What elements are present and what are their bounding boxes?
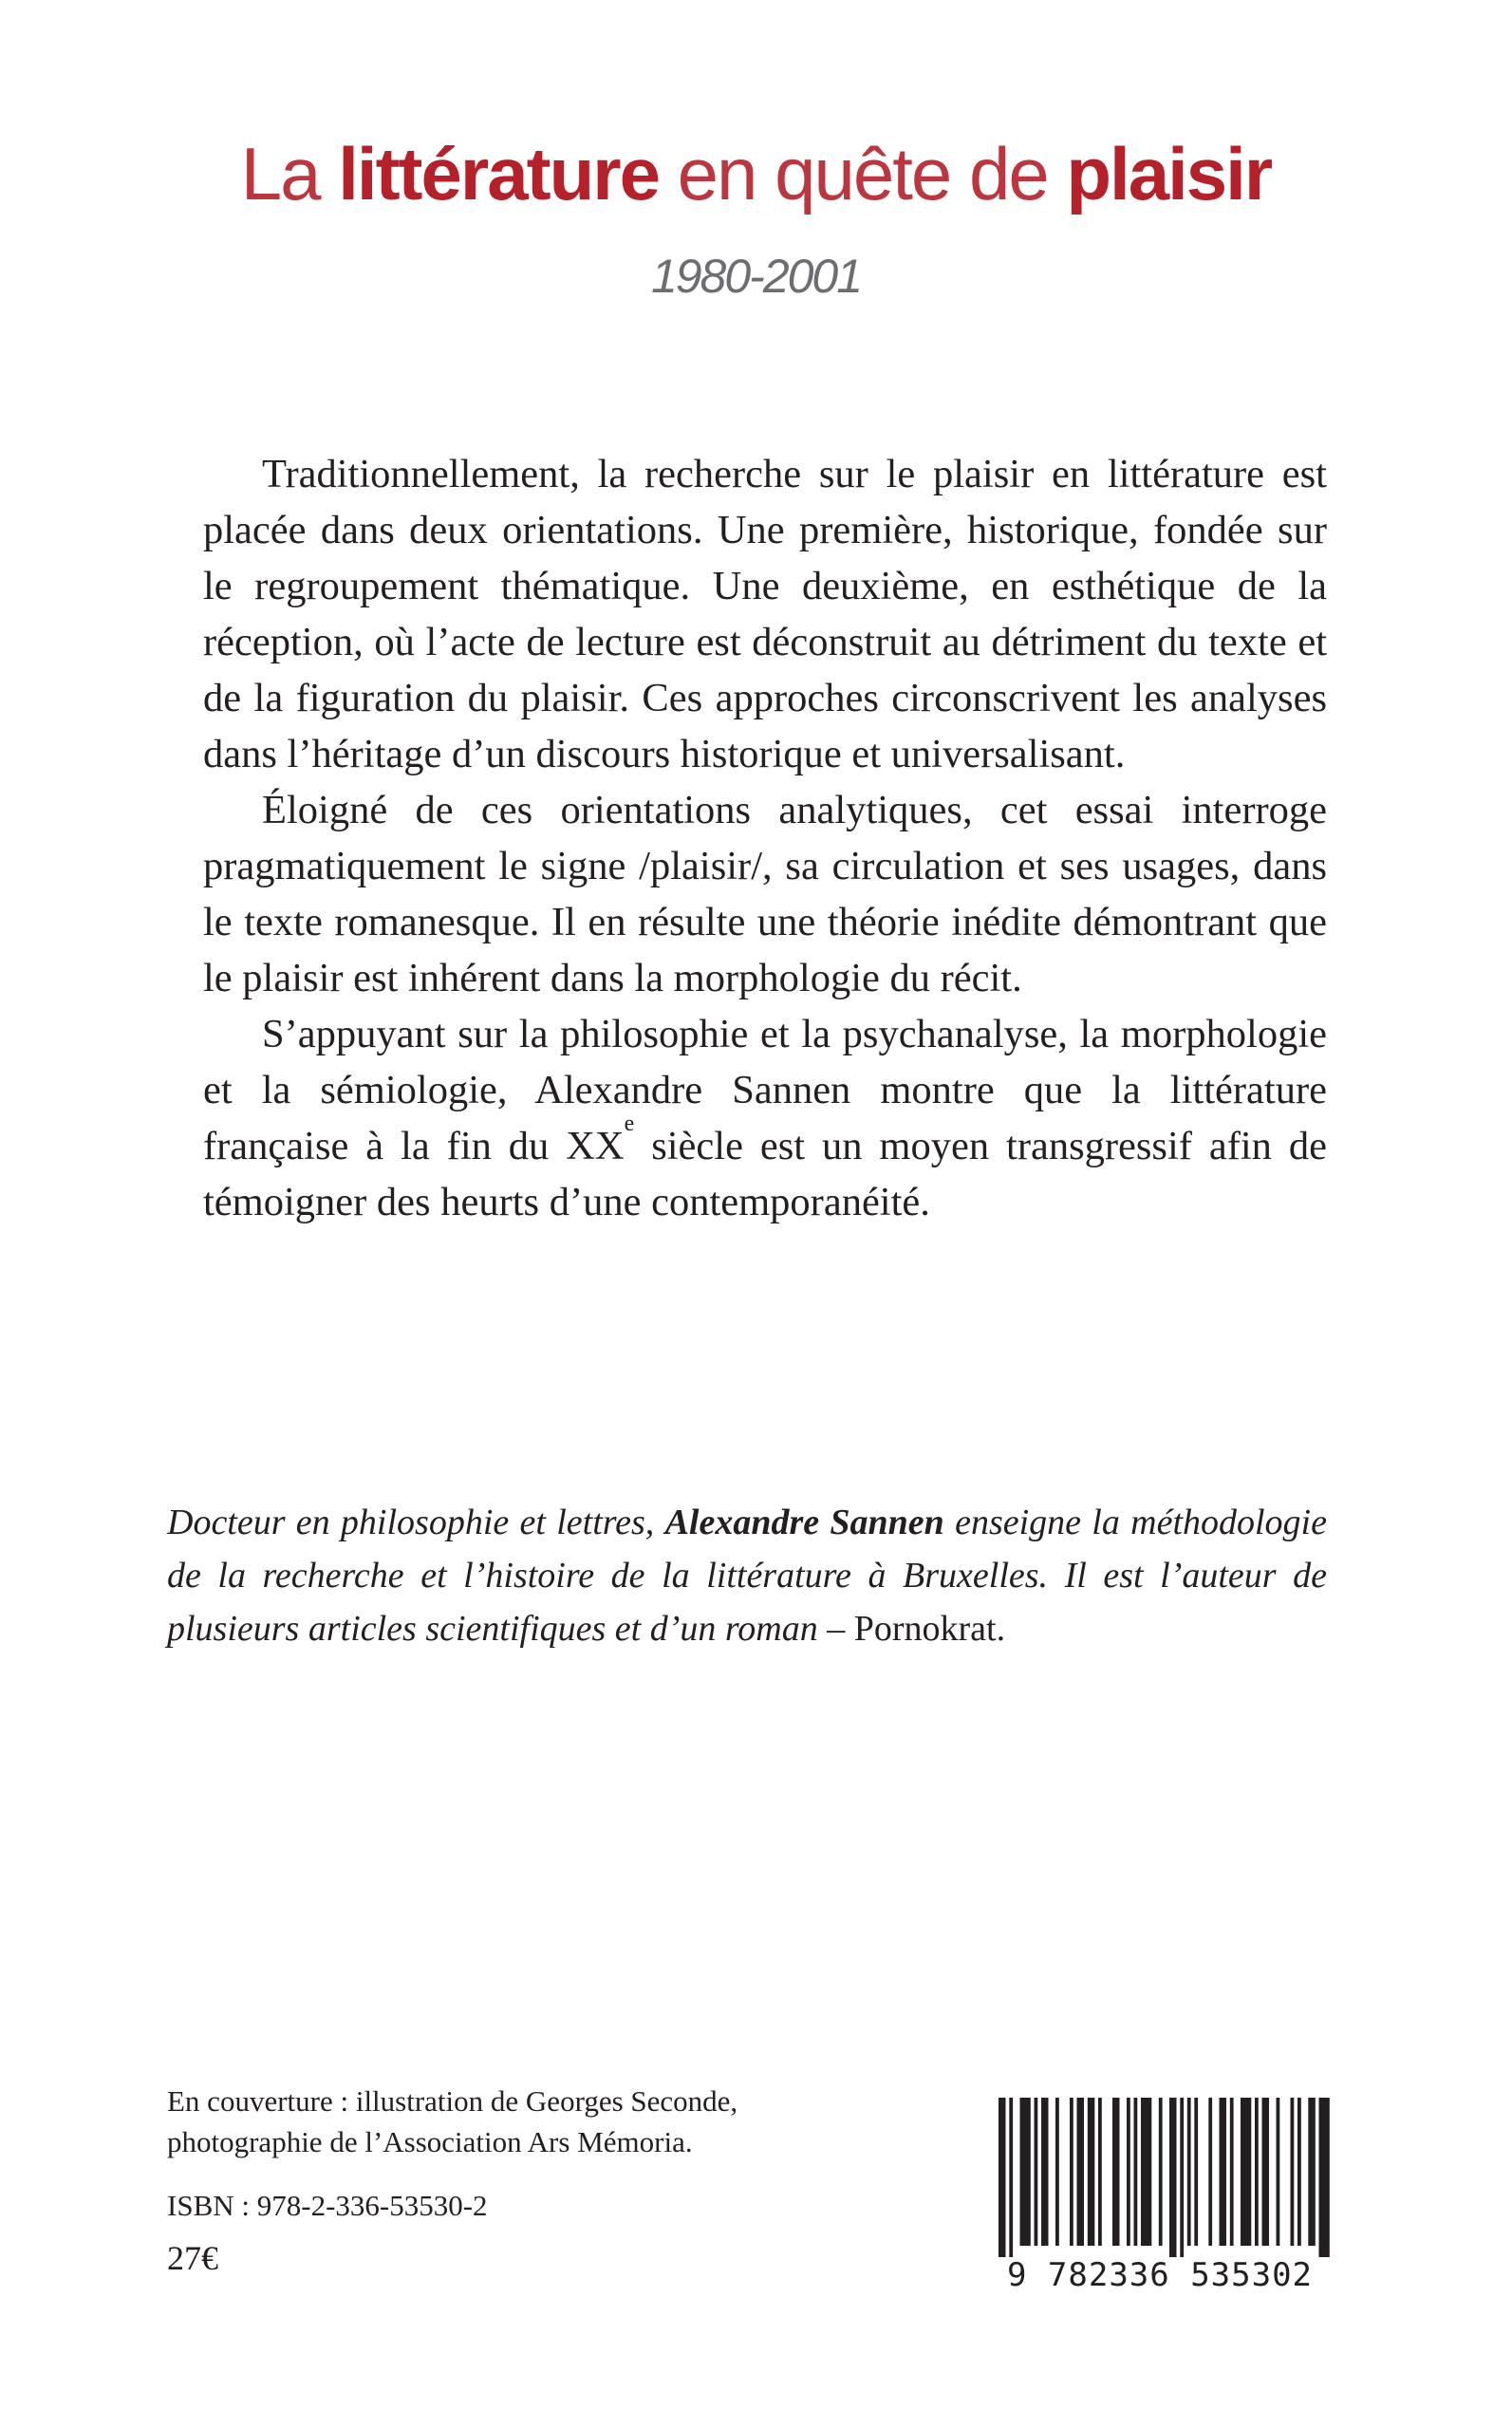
barcode-bar <box>1127 2098 1130 2246</box>
barcode-bar <box>999 2098 1006 2257</box>
barcode-bar <box>1088 2098 1095 2246</box>
barcode-bar <box>1134 2098 1138 2246</box>
barcode-bar <box>1255 2098 1259 2246</box>
credits-line-1: En couverture : illustration de Georges Seconde, <box>167 2084 738 2118</box>
barcode-bar <box>1262 2098 1270 2246</box>
barcode-bar <box>1041 2098 1049 2246</box>
author-name: Alexandre Sannen <box>664 1503 944 1542</box>
blurb <box>203 446 1327 1230</box>
barcode-bar <box>1070 2098 1073 2246</box>
novel-title: – Pornokrat. <box>817 1609 1006 1649</box>
barcode-bar <box>1169 2098 1177 2257</box>
century-superscript: e <box>624 1111 635 1136</box>
barcode-bar <box>1141 2098 1151 2246</box>
barcode-bars <box>999 2098 1330 2257</box>
barcode-bar <box>1241 2098 1251 2246</box>
barcode-bar <box>1277 2098 1280 2246</box>
blurb-paragraph-3-start: S’appuyant sur la philosophie et la psychanalyse, la morphologie et la sémiologie, Alexandre Sannen montre que la littérature française à la fin du XX <box>203 1012 1327 1168</box>
price: 27€ <box>167 2239 218 2277</box>
barcode-bar <box>1180 2098 1184 2257</box>
title-part-4: plaisir <box>1066 132 1272 215</box>
barcode-bar <box>1230 2098 1234 2246</box>
barcode-bar <box>1291 2098 1295 2246</box>
author-bio <box>167 1496 1327 1655</box>
blurb-paragraph-2: Éloigné de ces orientations analytiques, cet essai interroge pragmatiquement le signe /plaisir/, sa circulation et ses usages, dans le texte romanesque. Il en résulte une théorie inédite démontrant que le plaisir est inhérent dans la morphologie du récit. <box>203 788 1327 1000</box>
blurb-paragraph-3-end: siècle est un moyen transgressif afin de témoigner des heurts d’une contemporanéité. <box>203 1124 1327 1224</box>
book-title <box>0 131 1512 216</box>
barcode-bar <box>1009 2098 1013 2257</box>
barcode-bar <box>1077 2098 1085 2246</box>
barcode-bar <box>1098 2098 1102 2246</box>
barcode-bar <box>1159 2098 1163 2246</box>
credits-line-2: photographie de l’Association Ars Mémoria. <box>167 2125 693 2158</box>
title-part-1: La <box>240 132 339 215</box>
barcode-bar <box>1319 2098 1330 2257</box>
barcode-bar <box>1020 2098 1031 2246</box>
barcode-bar <box>1308 2098 1316 2246</box>
barcode-bar <box>1208 2098 1212 2246</box>
isbn: ISBN : 978-2-336-53530-2 <box>167 2189 488 2222</box>
barcode-bar <box>1297 2098 1301 2246</box>
blurb-paragraph-3 <box>203 1006 1327 1230</box>
barcode-bar <box>1112 2098 1120 2246</box>
bio-body: enseigne la méthodologie de la recherche et l’histoire de la littérature à Bruxelles. Il est l’auteur de plusieurs articles scientifiques et d’un roman <box>167 1503 1327 1649</box>
cover-credits <box>167 2081 888 2162</box>
barcode-bar <box>1055 2098 1059 2246</box>
title-part-3: en quête de <box>659 132 1067 215</box>
barcode-bar <box>1035 2098 1038 2246</box>
blurb-paragraph-1: Traditionnellement, la recherche sur le plaisir en littérature est placée dans deux orientations. Une première, historique, fondée sur le regroupement thématique. Une deuxième, en esthétique de la réception, où l’acte de lecture est déconstruit au détriment du texte et de la figuration du plaisir. Ces approches circonscrivent les analyses dans l’héritage d’un discours historique et universalisant. <box>203 452 1327 776</box>
title-years: 1980-2001 <box>650 250 862 303</box>
bio-intro: Docteur en philosophie et lettres, <box>167 1503 665 1542</box>
barcode <box>989 2094 1331 2289</box>
barcode-bar <box>1220 2098 1227 2246</box>
barcode-bar <box>1194 2098 1198 2246</box>
barcode-bar <box>1187 2098 1191 2246</box>
title-part-2: littérature <box>338 132 659 215</box>
barcode-digits: 9 782336 535302 <box>1006 2256 1314 2289</box>
